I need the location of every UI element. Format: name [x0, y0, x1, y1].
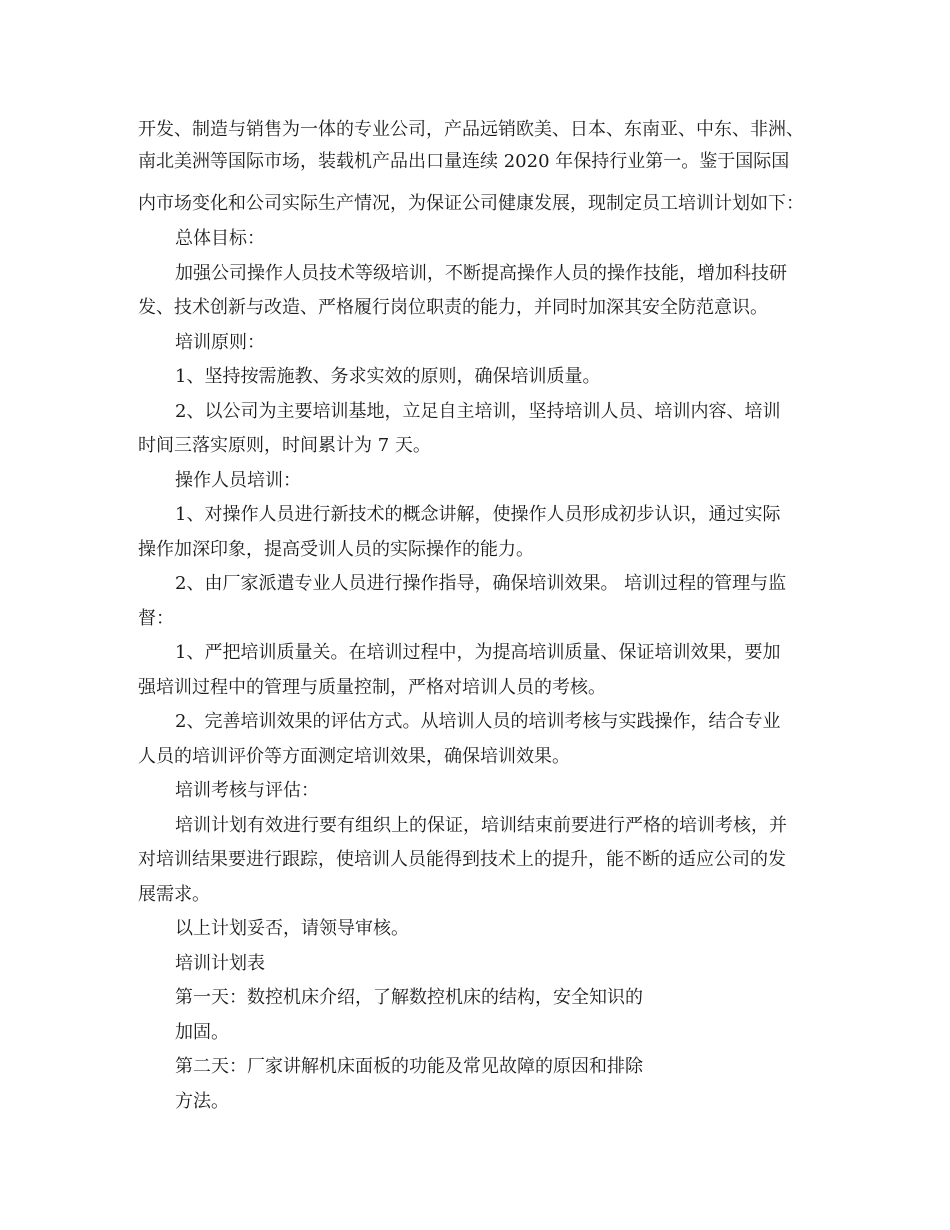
text-line-19: 人员的培训评价等方面测定培训效果，确保培训效果。	[138, 746, 570, 767]
text-line-10: 时间三落实原则，时间累计为 7 天。	[138, 435, 431, 456]
text-line-21: 培训计划有效进行要有组织上的保证，培训结束前要进行严格的培训考核，并	[175, 815, 787, 836]
text-line-1: 开发、制造与销售为一体的专业公司，产品远销欧美、日本、东南亚、中东、非洲、	[138, 119, 804, 140]
text-line-18: 2、完善培训效果的评估方式。从培训人员的培训考核与实践操作，结合专业	[175, 711, 781, 732]
text-line-8: 1、坚持按需施教、务求实效的原则，确保培训质量。	[175, 366, 601, 387]
schedule-day-1: 第一天：数控机床介绍，了解数控机床的结构，安全知识的	[175, 987, 643, 1008]
text-line-9: 2、以公司为主要培训基地，立足自主培训，坚持培训人员、培训内容、培训	[175, 401, 781, 422]
text-line-16: 1、严把培训质量关。在培训过程中，为提高培训质量、保证培训效果，要加	[175, 642, 781, 663]
text-line-2: 南北美洲等国际市场，装载机产品出口量连续 2020 年保持行业第一。鉴于国际国	[138, 151, 790, 172]
text-line-13: 操作加深印象，提高受训人员的实际操作的能力。	[138, 539, 534, 560]
schedule-day-1-cont: 加固。	[175, 1022, 229, 1043]
section-heading-goal: 总体目标：	[175, 228, 265, 249]
text-line-17: 强培训过程中的管理与质量控制，严格对培训人员的考核。	[138, 677, 606, 698]
text-line-3: 内市场变化和公司实际生产情况，为保证公司健康发展，现制定员工培训计划如下：	[138, 193, 804, 214]
text-line-14: 2、由厂家派遣专业人员进行操作指导，确保培训效果。 培训过程的管理与监	[175, 573, 787, 594]
text-line-6: 发、技术创新与改造、严格履行岗位职责的能力，并同时加深其安全防范意识。	[138, 297, 768, 318]
section-heading-assessment: 培训考核与评估：	[175, 780, 319, 801]
text-line-12: 1、对操作人员进行新技术的概念讲解，使操作人员形成初步认识，通过实际	[175, 504, 781, 525]
section-heading-principles: 培训原则：	[175, 332, 265, 353]
text-line-15: 督：	[138, 608, 174, 629]
text-line-5: 加强公司操作人员技术等级培训，不断提高操作人员的操作技能，增加科技研	[175, 263, 787, 284]
schedule-day-2: 第二天：厂家讲解机床面板的功能及常见故障的原因和排除	[175, 1056, 643, 1077]
text-line-23: 展需求。	[138, 884, 210, 905]
text-line-22: 对培训结果要进行跟踪，使培训人员能得到技术上的提升，能不断的适应公司的发	[138, 849, 786, 870]
schedule-day-2-cont: 方法。	[175, 1091, 229, 1112]
section-heading-operator: 操作人员培训：	[175, 470, 301, 491]
text-line-24: 以上计划妥否，请领导审核。	[175, 918, 409, 939]
section-heading-schedule: 培训计划表	[175, 953, 265, 974]
